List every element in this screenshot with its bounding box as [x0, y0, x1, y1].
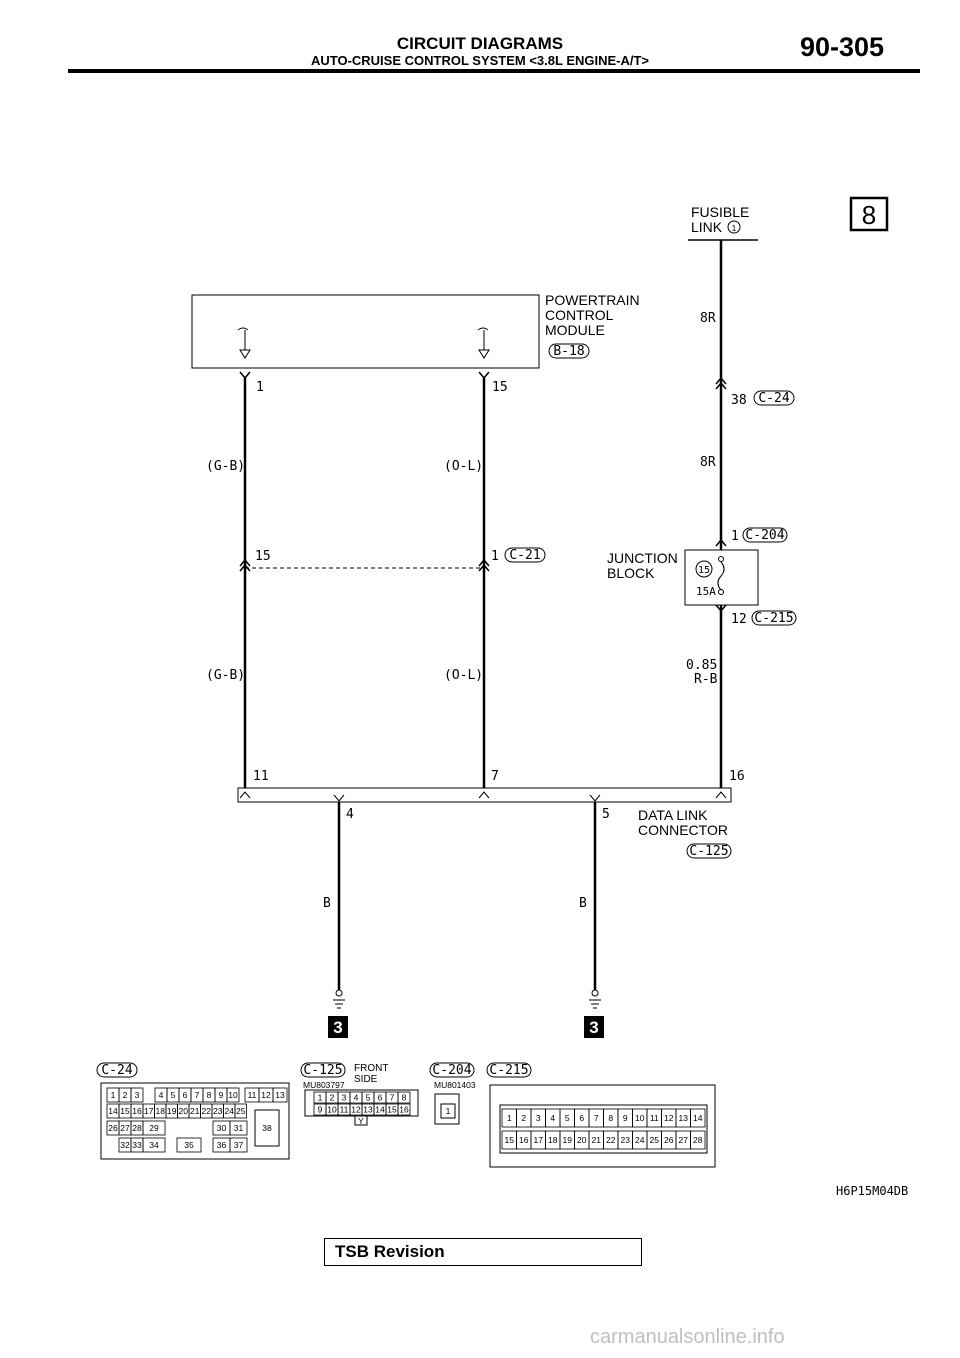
dlc-pin-11: 11 — [253, 769, 269, 784]
c24-pin: 38 — [731, 393, 747, 408]
dlc-pin-5: 5 — [602, 807, 610, 822]
c125-pin-label: 5 — [365, 1092, 371, 1103]
sheet-number: 8 — [861, 200, 877, 230]
watermark: carmanualsonline.info — [590, 1326, 785, 1348]
c204-part-number: MU801403 — [434, 1080, 476, 1090]
c24-pin-label: 35 — [184, 1140, 194, 1150]
fusible-link-number: 1 — [731, 223, 737, 233]
c204-connector-id: C-204 — [745, 528, 785, 543]
c215-pin-label: 21 — [591, 1135, 601, 1145]
c24-pin-label: 11 — [247, 1090, 257, 1100]
c215-pin-label: 9 — [622, 1113, 628, 1123]
dlc-box — [238, 788, 731, 802]
wire-label-power-mid: 8R — [700, 455, 716, 470]
c24-pin-label: 7 — [194, 1090, 200, 1100]
wire-label-left-upper: (G-B) — [206, 459, 246, 474]
c215-pin-label: 5 — [564, 1113, 570, 1123]
c215-pin-label: 12 — [664, 1113, 674, 1123]
ground-ref-left: 3 — [333, 1018, 343, 1037]
ground-wire-label-right: B — [579, 896, 587, 911]
wire-label-right-upper: (O-L) — [444, 459, 484, 474]
c125-part-number: MU803797 — [303, 1080, 345, 1090]
wire-label-left-lower: (G-B) — [206, 668, 246, 683]
c125-pin-label: 11 — [339, 1104, 349, 1115]
dlc-pin-16: 16 — [729, 769, 745, 784]
c24-pin-label: 25 — [236, 1106, 246, 1116]
c125-pin-label: 2 — [329, 1092, 335, 1103]
c215-pin-label: 1 — [506, 1113, 512, 1123]
dlc-label-2: CONNECTOR — [638, 822, 728, 838]
c215-view-pins — [502, 1109, 705, 1149]
pcm-pin-left: 1 — [256, 380, 264, 395]
c215-pin-label: 3 — [535, 1113, 541, 1123]
dlc-pin-4: 4 — [346, 807, 354, 822]
c24-pin-label: 34 — [149, 1140, 159, 1150]
c204-pin: 1 — [445, 1106, 451, 1116]
c24-pin-label: 22 — [201, 1106, 211, 1116]
c215-pin-label: 8 — [608, 1113, 614, 1123]
c24-pin-label: 24 — [224, 1106, 234, 1116]
c24-connector-id: C-24 — [758, 391, 790, 406]
c24-pin-label: 26 — [108, 1123, 118, 1133]
section-title: CIRCUIT DIAGRAMS — [396, 34, 564, 53]
c125-pin-label: 10 — [327, 1104, 337, 1115]
c24-view-label: C-24 — [101, 1063, 133, 1078]
figure-code: H6P15M04DB — [836, 1184, 909, 1198]
c24-pin-label: 28 — [132, 1123, 142, 1133]
c215-pin-label: 25 — [649, 1135, 659, 1145]
c24-pin-label: 18 — [155, 1106, 165, 1116]
c125-pin-label: 16 — [399, 1104, 409, 1115]
c24-pin-38: 38 — [262, 1123, 272, 1133]
c125-pin-label: 7 — [389, 1092, 395, 1103]
c125-view-label: C-125 — [303, 1063, 343, 1078]
c215-pin-label: 27 — [678, 1135, 688, 1145]
c215-pin-label: 15 — [504, 1135, 514, 1145]
pcm-label-1: POWERTRAIN — [545, 292, 640, 308]
page-header — [0, 0, 960, 80]
c125-color: Y — [358, 1116, 364, 1126]
c125-pin-label: 4 — [353, 1092, 359, 1103]
ground-symbol-left — [333, 990, 345, 1008]
ground-symbol-right — [589, 990, 601, 1008]
c125-pin-label: 12 — [351, 1104, 361, 1115]
c24-pin-label: 10 — [228, 1090, 238, 1100]
c21-pin-left: 15 — [255, 549, 271, 564]
c24-pin-label: 5 — [170, 1090, 176, 1100]
c215-pin-label: 23 — [620, 1135, 630, 1145]
c125-view-pins — [314, 1092, 410, 1115]
pcm-pin-right: 15 — [492, 380, 508, 395]
wire-label-right-lower: (O-L) — [444, 668, 484, 683]
c24-pin-label: 37 — [233, 1140, 244, 1150]
c125-pin-label: 13 — [363, 1104, 373, 1115]
jb-in-pin: 1 — [731, 529, 739, 544]
pcm-label-2: CONTROL — [545, 307, 614, 323]
c125-connector-id: C-125 — [689, 844, 729, 859]
jb-out-pin: 12 — [731, 612, 747, 627]
c215-pin-label: 18 — [548, 1135, 558, 1145]
c21-connector-id: C-21 — [509, 548, 541, 563]
c215-pin-label: 6 — [579, 1113, 585, 1123]
c21-pin-right: 1 — [491, 549, 499, 564]
c24-pin-label: 20 — [178, 1106, 188, 1116]
c24-pin-label: 15 — [120, 1106, 130, 1116]
c24-pin-label: 3 — [134, 1090, 140, 1100]
c24-pin-label: 36 — [216, 1140, 227, 1150]
c215-pin-label: 7 — [593, 1113, 599, 1123]
c215-pin-label: 16 — [519, 1135, 529, 1145]
c24-pin-label: 32 — [120, 1140, 130, 1150]
c125-pin-label: 9 — [317, 1104, 323, 1115]
fusible-link-label-2: LINK — [691, 219, 723, 235]
c24-pin-label: 17 — [144, 1106, 154, 1116]
c125-side-2: SIDE — [354, 1074, 378, 1085]
ground-wire-label-left: B — [323, 896, 331, 911]
fuse-number: 15 — [697, 565, 711, 576]
fuse-terminal-top — [719, 557, 724, 562]
c24-pin-label: 2 — [122, 1090, 128, 1100]
c215-view-label: C-215 — [489, 1063, 529, 1078]
wiring-diagram — [0, 80, 960, 1200]
page-number: 90-305 — [800, 32, 885, 62]
fuse-rating: 15A — [696, 585, 716, 598]
c215-pin-label: 24 — [635, 1135, 645, 1145]
c215-connector-id: C-215 — [754, 611, 794, 626]
c24-pin-label: 31 — [233, 1123, 244, 1133]
c24-pin-label: 33 — [132, 1140, 142, 1150]
c24-pin-label: 13 — [275, 1090, 285, 1100]
c215-pin-label: 13 — [678, 1113, 688, 1123]
c24-pin-label: 8 — [206, 1090, 212, 1100]
pcm-terminal-left — [238, 328, 250, 358]
c24-pin-label: 19 — [167, 1106, 177, 1116]
c24-pin-label: 14 — [108, 1106, 118, 1116]
c215-pin-label: 19 — [562, 1135, 572, 1145]
c24-pin-label: 23 — [213, 1106, 223, 1116]
c24-pin-label: 9 — [218, 1090, 224, 1100]
tsb-revision-label: TSB Revision — [335, 1242, 445, 1261]
c24-pin-label: 21 — [190, 1106, 200, 1116]
pcm-label-3: MODULE — [545, 322, 605, 338]
c125-pin-label: 1 — [317, 1092, 323, 1103]
c24-pin-label: 16 — [132, 1106, 142, 1116]
c215-pin-label: 28 — [693, 1135, 703, 1145]
section-subtitle: AUTO-CRUISE CONTROL SYSTEM <3.8L ENGINE-A/T> — [310, 53, 650, 68]
c125-pin-label: 15 — [387, 1104, 397, 1115]
c125-pin-label: 6 — [377, 1092, 383, 1103]
jb-label-1: JUNCTION — [607, 550, 678, 566]
dlc-label-1: DATA LINK — [638, 807, 708, 823]
c24-pin-label: 1 — [110, 1090, 116, 1100]
c215-view-body — [490, 1085, 715, 1167]
pin-mark — [479, 372, 489, 378]
c215-pin-label: 20 — [577, 1135, 587, 1145]
c215-pin-label: 22 — [606, 1135, 616, 1145]
c215-pin-label: 14 — [693, 1113, 703, 1123]
c215-pin-label: 10 — [635, 1113, 645, 1123]
pcm-terminal-right — [478, 328, 489, 358]
c24-pin-label: 30 — [216, 1123, 227, 1133]
jb-label-2: BLOCK — [607, 565, 655, 581]
header-rule — [68, 69, 920, 73]
dlc-pin-7: 7 — [491, 769, 499, 784]
c24-pin-label: 12 — [261, 1090, 271, 1100]
c215-pin-label: 26 — [664, 1135, 674, 1145]
c125-pin-label: 14 — [375, 1104, 385, 1115]
c125-pin-label: 8 — [401, 1092, 407, 1103]
c24-pin-label: 4 — [158, 1090, 164, 1100]
fuse-terminal-bottom — [719, 590, 724, 595]
pcm-connector-id: B-18 — [553, 344, 585, 359]
pin-mark — [240, 372, 250, 378]
c204-view-label: C-204 — [432, 1063, 472, 1078]
wire-label-power-size: 0.85 — [686, 658, 718, 673]
wire-label-power-upper: 8R — [700, 311, 716, 326]
c24-view-pins — [107, 1088, 287, 1152]
c24-pin-label: 6 — [182, 1090, 188, 1100]
c215-pin-label: 2 — [521, 1113, 527, 1123]
c215-pin-label: 17 — [533, 1135, 543, 1145]
c215-pin-label: 11 — [649, 1113, 659, 1123]
c215-pin-label: 4 — [550, 1113, 556, 1123]
c125-side-1: FRONT — [354, 1063, 389, 1074]
tsb-revision-box — [324, 1238, 642, 1266]
c24-pin-label: 29 — [149, 1123, 159, 1133]
fusible-link-label-1: FUSIBLE — [691, 204, 750, 220]
ground-ref-right: 3 — [589, 1018, 599, 1037]
c125-pin-label: 3 — [341, 1092, 347, 1103]
c24-pin-label: 27 — [120, 1123, 130, 1133]
wire-label-power-color: R-B — [694, 672, 718, 687]
